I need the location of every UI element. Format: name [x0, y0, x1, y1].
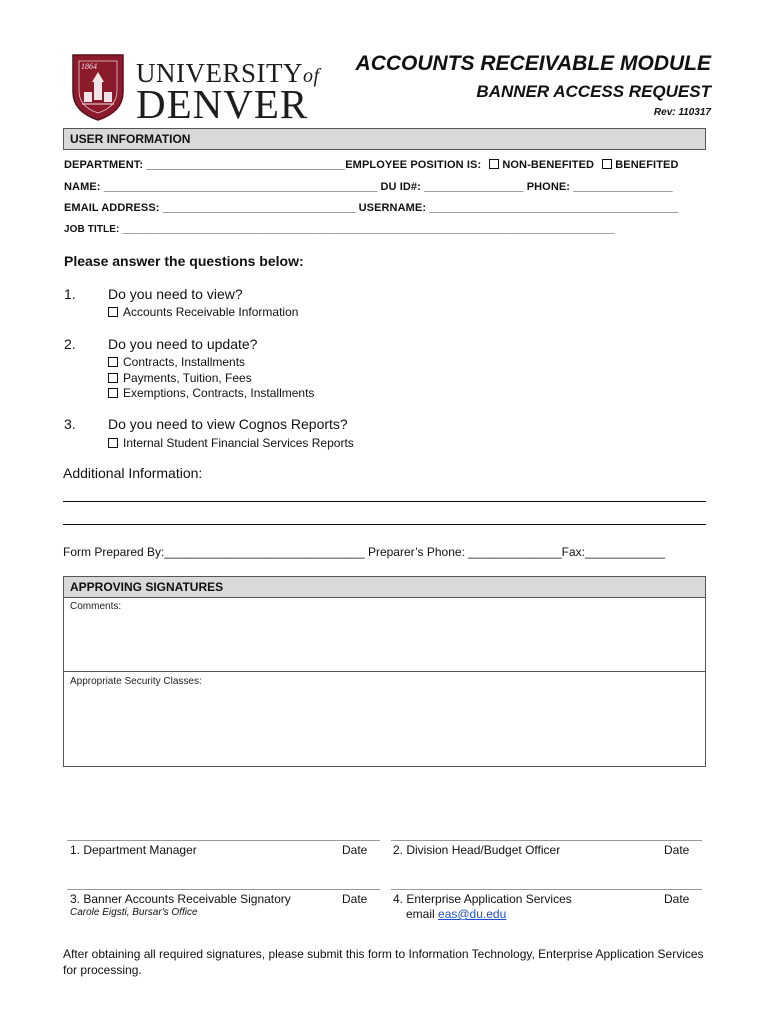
job-title-row [64, 224, 615, 235]
email-field[interactable]: _______________________________ [162, 202, 356, 214]
division-head-label: 2. Division Head/Budget Officer [393, 843, 561, 857]
username-label: USERNAME: [358, 202, 427, 214]
eas-email-row [406, 907, 506, 921]
fax-label: Fax: [561, 545, 586, 559]
question-text: Do you need to view Cognos Reports? [108, 416, 348, 432]
additional-info-label: Additional Information: [63, 465, 203, 481]
seal-year: 1864 [81, 62, 97, 71]
option-checkbox[interactable] [108, 373, 118, 383]
approving-signatures-header: APPROVING SIGNATURES [63, 576, 706, 598]
approving-signatures-box [63, 597, 706, 767]
email-label: EMAIL ADDRESS: [64, 202, 160, 214]
prepared-by-field[interactable]: ______________________________ [164, 545, 365, 559]
username-field[interactable]: ________________________________________ [429, 202, 678, 214]
option-checkbox[interactable] [108, 357, 118, 367]
ar-signatory-label: 3. Banner Accounts Receivable Signatory [70, 892, 291, 906]
non-benefited-checkbox[interactable] [489, 159, 499, 169]
option-checkbox[interactable] [108, 388, 118, 398]
job-title-label: JOB TITLE: [64, 224, 120, 235]
comments-area[interactable] [66, 612, 703, 668]
phone-field[interactable]: ________________ [573, 181, 673, 193]
signature-line-3[interactable] [67, 889, 380, 890]
question-option[interactable] [108, 355, 245, 369]
department-field[interactable]: ________________________________ [146, 159, 346, 171]
department-row [64, 159, 679, 171]
email-row [64, 202, 678, 214]
revision-label: Rev: 110317 [653, 107, 711, 118]
security-classes-area[interactable] [66, 690, 703, 764]
signature-line-2[interactable] [391, 840, 702, 841]
date-label: Date [664, 843, 690, 857]
option-label: Internal Student Financial Services Reports [123, 436, 354, 450]
question-option[interactable] [108, 436, 354, 450]
prepared-by-row [63, 545, 665, 559]
phone-label: PHONE: [526, 181, 571, 193]
option-label: Payments, Tuition, Fees [123, 371, 252, 385]
option-checkbox[interactable] [108, 307, 118, 317]
signature-line-4[interactable] [391, 889, 702, 890]
additional-info-line-2[interactable] [63, 524, 706, 525]
ar-signatory-name: Carole Eigsti, Bursar's Office [70, 907, 198, 918]
preparer-phone-label: Preparer’s Phone: [367, 545, 465, 559]
logo-denver-text: DENVER [136, 81, 309, 127]
additional-info-line-1[interactable] [63, 501, 706, 502]
box-divider [64, 671, 705, 672]
name-field[interactable]: ____________________________________________ [103, 181, 378, 193]
option-checkbox[interactable] [108, 438, 118, 448]
security-classes-label: Appropriate Security Classes: [70, 676, 202, 687]
user-information-header: USER INFORMATION [63, 128, 706, 150]
position-label: EMPLOYEE POSITION IS: [345, 159, 482, 171]
eas-email-label: email [406, 907, 435, 921]
logo-of-word: of [303, 65, 320, 87]
eas-label: 4. Enterprise Application Services [393, 892, 572, 906]
date-label: Date [342, 843, 368, 857]
benefited-checkbox[interactable] [602, 159, 612, 169]
name-row [64, 181, 673, 193]
questions-heading: Please answer the questions below: [64, 253, 304, 269]
option-label: Accounts Receivable Information [123, 305, 299, 319]
signature-line-1[interactable] [67, 840, 380, 841]
question-number: 3. [64, 416, 76, 432]
fax-field[interactable]: ____________ [585, 545, 666, 559]
university-seal-logo [70, 52, 126, 122]
option-label: Exemptions, Contracts, Installments [123, 386, 315, 400]
submission-instructions: After obtaining all required signatures, please submit this form to Information Technology, Enterprise Application Services for processing. [63, 947, 704, 977]
question-text: Do you need to view? [108, 286, 243, 302]
form-subtitle: BANNER ACCESS REQUEST [476, 82, 711, 101]
preparer-phone-field[interactable]: ______________ [468, 545, 562, 559]
question-option[interactable] [108, 305, 298, 319]
question-option[interactable] [108, 386, 314, 400]
comments-label: Comments: [70, 601, 122, 612]
question-text: Do you need to update? [108, 336, 258, 352]
du-id-label: DU ID#: [380, 181, 421, 193]
non-benefited-label: NON-BENEFITED [502, 159, 595, 171]
question-number: 1. [64, 286, 76, 302]
date-label: Date [664, 892, 690, 906]
benefited-label: BENEFITED [615, 159, 679, 171]
logo-university-word: UNIVERSITY [136, 58, 303, 88]
form-title: ACCOUNTS RECEIVABLE MODULE [355, 52, 711, 75]
prepared-by-label: Form Prepared By: [63, 545, 165, 559]
du-id-field[interactable]: ________________ [424, 181, 524, 193]
date-label: Date [342, 892, 368, 906]
question-option[interactable] [108, 371, 252, 385]
question-number: 2. [64, 336, 76, 352]
department-label: DEPARTMENT: [64, 159, 144, 171]
eas-email-link[interactable]: eas@du.edu [438, 907, 507, 921]
job-title-field[interactable]: _______________________________________________________________________________________ [122, 224, 615, 235]
department-manager-label: 1. Department Manager [70, 843, 197, 857]
option-label: Contracts, Installments [123, 355, 246, 369]
name-label: NAME: [64, 181, 101, 193]
